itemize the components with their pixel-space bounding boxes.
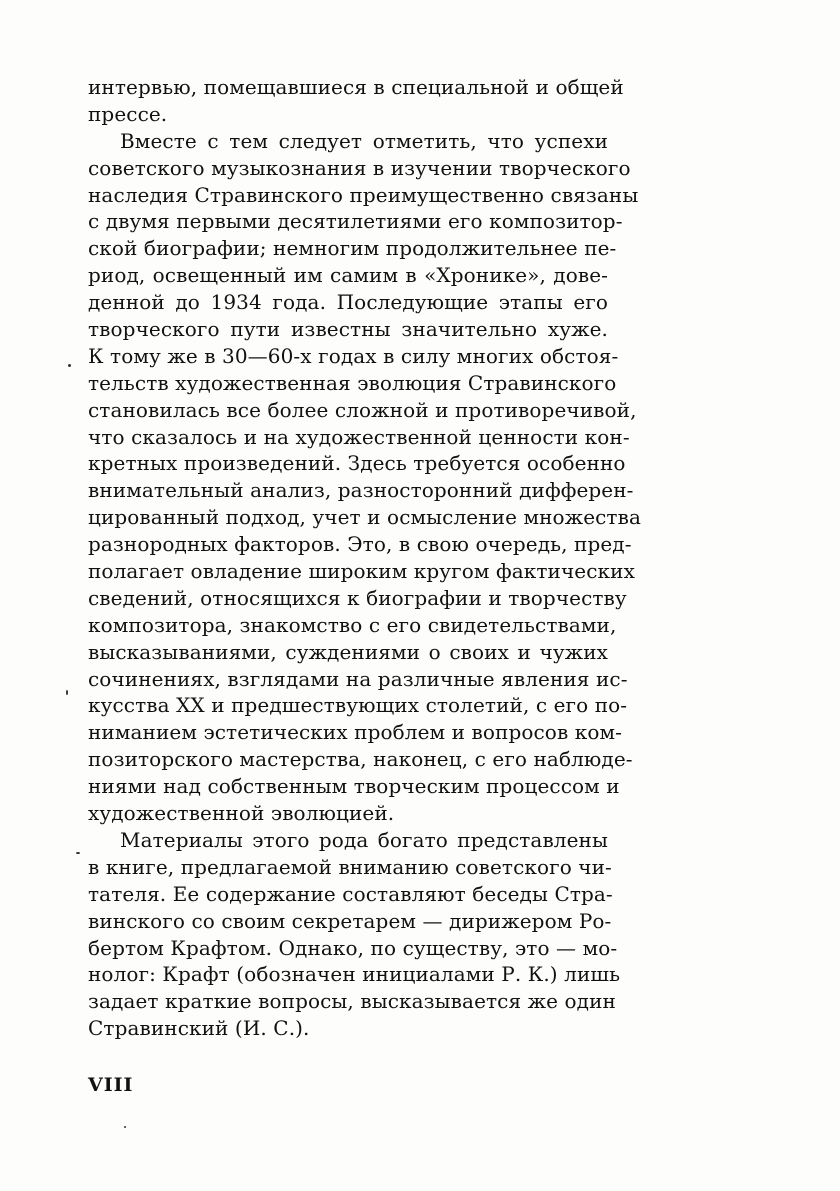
text-line: кусства XX и предшествующих столетий, с его по- (88, 693, 628, 718)
text-line: композитора, знакомство с его свидетельствами, (88, 612, 617, 637)
text-line: ниманием эстетических проблем и вопросов ком- (88, 720, 623, 745)
text-line: нолог: Крафт (обозначен инициалами Р. К.) лишь (88, 962, 621, 987)
print-speck (68, 364, 71, 367)
text-line: в книге, предлагаемой вниманию советского чи- (88, 854, 612, 879)
body-text (88, 74, 641, 1042)
text-line: кретных произведений. Здесь требуется особенно (88, 451, 626, 476)
text-line: что сказалось и на художественной ценности кон- (88, 424, 630, 449)
text-line: риод, освещенный им самим в «Хронике», дове- (88, 263, 608, 288)
text-line: наследия Стравинского преимущественно связаны (88, 182, 639, 207)
text-line: винского со своим секретарем — дирижером Ро- (88, 908, 612, 933)
text-line: ниями над собственным творческим процессом и (88, 774, 620, 799)
text-line: становилась все более сложной и противоречивой, (88, 397, 637, 422)
text-line: тателя. Ее содержание составляют беседы Стра- (88, 881, 613, 906)
paragraph (88, 827, 621, 1042)
text-line: разнородных факторов. Это, в свою очередь, пред- (88, 532, 632, 557)
print-speck (66, 690, 68, 695)
text-line: художественной эволюцией. (88, 801, 395, 826)
text-line: К тому же в 30—60-х годах в силу многих обстоя- (88, 343, 619, 368)
text-line: задает краткие вопросы, высказывается же один (88, 989, 616, 1014)
text-line: с двумя первыми десятилетиями его композитор- (88, 209, 623, 234)
text-line: интервью, помещавшиеся в специальной и общей (88, 75, 624, 99)
text-line: Материалы этого рода богато представлены (120, 827, 608, 852)
text-line: денной до 1934 года. Последующие этапы его (88, 290, 608, 315)
text-line: цированный подход, учет и осмысление множества (88, 505, 641, 530)
text-line: высказываниями, суждениями о своих и чужих (88, 639, 608, 664)
text-line: ской биографии; немногим продолжительнее пе- (88, 236, 617, 261)
text-line: тельств художественная эволюция Стравинского (88, 370, 617, 395)
page-number: VIII (88, 1074, 134, 1096)
text-line: Вместе с тем следует отметить, что успехи (120, 128, 608, 153)
text-line: полагает овладение широким кругом фактических (88, 559, 635, 584)
text-line: сведений, относящихся к биографии и творчеству (88, 585, 627, 610)
text-line: прессе. (88, 101, 168, 126)
text-line: Стравинский (И. С.). (88, 1016, 310, 1041)
text-line: позиторского мастерства, наконец, с его наблюде- (88, 747, 633, 772)
paragraph (88, 128, 641, 827)
text-line: советского музыкознания в изучении творческого (88, 155, 631, 180)
print-speck (124, 1126, 126, 1128)
text-line: бертом Крафтом. Однако, по существу, это — мо- (88, 935, 618, 960)
text-line: внимательный анализ, разносторонний дифферен- (88, 478, 634, 503)
paragraph (88, 74, 624, 128)
print-speck (76, 852, 80, 854)
text-line: творческого пути известны значительно хуже. (88, 317, 608, 342)
text-line: сочинениях, взглядами на различные явления ис- (88, 666, 628, 691)
